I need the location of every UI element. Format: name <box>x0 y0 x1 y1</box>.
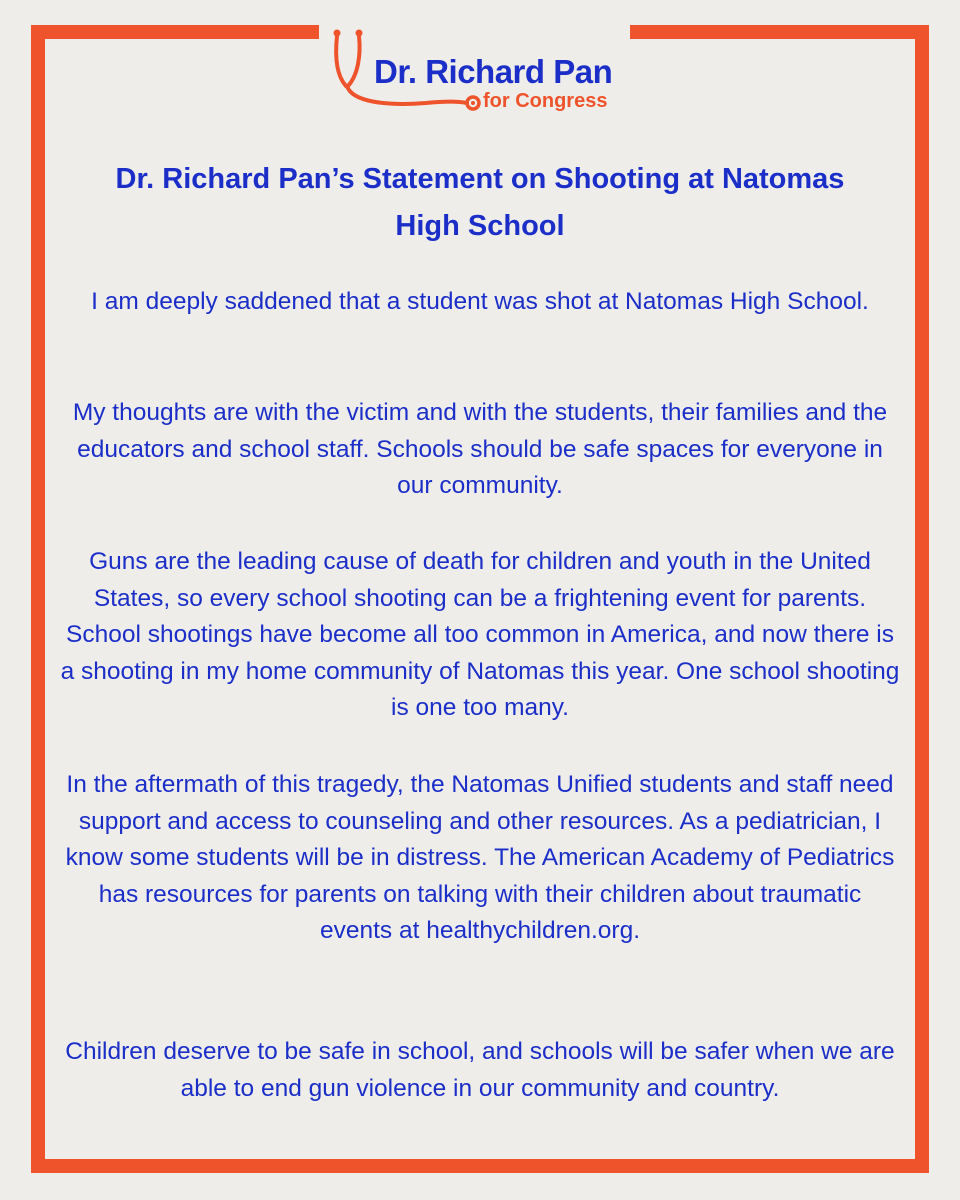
statement-paragraph-4: In the aftermath of this tragedy, the Natomas Unified students and staff need support and access to counseling and other resources. As a pediatrician, I know some students will be in distress. The American Academy of Pediatrics has resources for parents on talking with their children about traumatic events at healthychildren.org. <box>65 771 895 945</box>
logo-tagline: for Congress <box>483 90 608 112</box>
statement-paragraph-1: I am deeply saddened that a student was shot at Natomas High School. <box>91 288 869 315</box>
campaign-logo <box>326 0 636 130</box>
statement-paragraph-3: Guns are the leading cause of death for children and youth in the United States, so every school shooting can be a frightening event for parents. School shootings have become all too common in America, and now there is a shooting in my home community of Natomas this year. One school shooting is one too many. <box>60 548 900 722</box>
border-top-right <box>630 25 929 39</box>
statement-title: Dr. Richard Pan’s Statement on Shooting at Natomas High School <box>115 163 845 242</box>
border-top-left <box>31 25 319 39</box>
logo-name: Dr. Richard Pan <box>374 53 613 90</box>
statement-paragraph-5: Children deserve to be safe in school, and schools will be safer when we are able to end gun violence in our community and country. <box>65 1038 895 1102</box>
statement-paragraph-2: My thoughts are with the victim and with the students, their families and the educators and school staff. Schools should be safe spaces for everyone in our community. <box>72 399 888 500</box>
